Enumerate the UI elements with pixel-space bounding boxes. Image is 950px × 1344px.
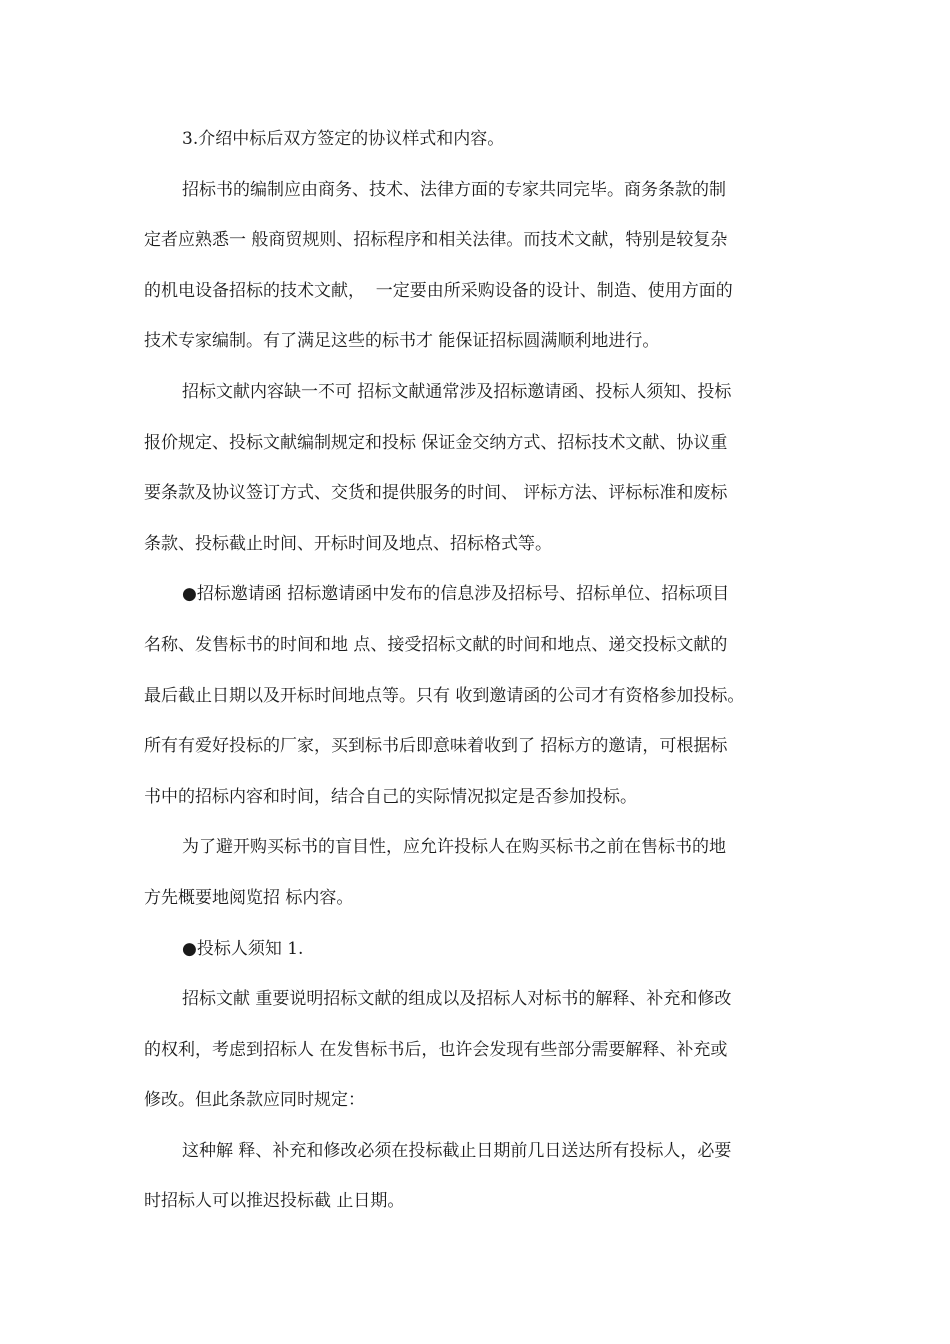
- text-line: 为了避开购买标书的盲目性，应允许投标人在购买标书之前在售标书的地: [182, 837, 726, 858]
- text-line: 这种解 释、补充和修改必须在投标截止日期前几日送达所有投标人，必要: [182, 1140, 732, 1161]
- text-line: 要条款及协议签订方式、交货和提供服务的时间、 评标方法、评标标准和废标: [144, 483, 728, 504]
- text-line: 的机电设备招标的技术文献， 一定要由所采购设备的设计、制造、使用方面的: [144, 280, 733, 301]
- text-line: ●投标人须知 1.: [182, 938, 304, 959]
- paragraph-avoid-blind-purchase: [144, 822, 816, 923]
- text-line: 技术专家编制。有了满足这些的标书才 能保证招标圆满顺利地进行。: [144, 331, 660, 352]
- text-line: 3.介绍中标后双方签定的协议样式和内容。: [182, 129, 505, 149]
- paragraph-tender-compilation: [144, 165, 816, 367]
- paragraph-invitation-letter: [144, 569, 816, 822]
- paragraph-amendment-rule: [144, 1126, 816, 1227]
- paragraph-agreement-sample: [144, 114, 816, 165]
- text-line: 的权利，考虑到招标人 在发售标书后，也许会发现有些部分需要解释、补充或: [144, 1039, 728, 1060]
- text-line: 书中的招标内容和时间，结合自己的实际情况拟定是否参加投标。: [144, 786, 637, 807]
- text-line: 最后截止日期以及开标时间地点等。只有 收到邀请函的公司才有资格参加投标。: [144, 685, 745, 706]
- text-line: 条款、投标截止时间、开标时间及地点、招标格式等。: [144, 533, 552, 554]
- text-line: 招标书的编制应由商务、技术、法律方面的专家共同完毕。商务条款的制: [182, 179, 726, 200]
- text-line: 所有有爱好投标的厂家，买到标书后即意味着收到了 招标方的邀请，可根据标: [144, 736, 728, 757]
- text-line: 名称、发售标书的时间和地 点、接受招标文献的时间和地点、递交投标文献的: [144, 634, 728, 655]
- text-line: 时招标人可以推迟投标截 止日期。: [144, 1191, 405, 1212]
- paragraph-bidder-notice-heading: [144, 924, 816, 975]
- document-body: [144, 114, 816, 1227]
- text-line: 方先概要地阅览招 标内容。: [144, 887, 354, 908]
- text-line: 定者应熟悉一 般商贸规则、招标程序和相关法律。而技术文献，特别是较复杂: [144, 230, 728, 251]
- paragraph-tender-documents: [144, 974, 816, 1126]
- text-line: 修改。但此条款应同时规定：: [144, 1090, 365, 1111]
- text-line: 招标文献 重要说明招标文献的组成以及招标人对标书的解释、补充和修改: [182, 989, 732, 1010]
- text-line: 报价规定、投标文献编制规定和投标 保证金交纳方式、招标技术文献、协议重: [144, 432, 728, 453]
- paragraph-tender-contents: [144, 367, 816, 569]
- text-line: 招标文献内容缺一不可 招标文献通常涉及招标邀请函、投标人须知、投标: [182, 381, 732, 402]
- text-line: ●招标邀请函 招标邀请函中发布的信息涉及招标号、招标单位、招标项目: [182, 584, 730, 605]
